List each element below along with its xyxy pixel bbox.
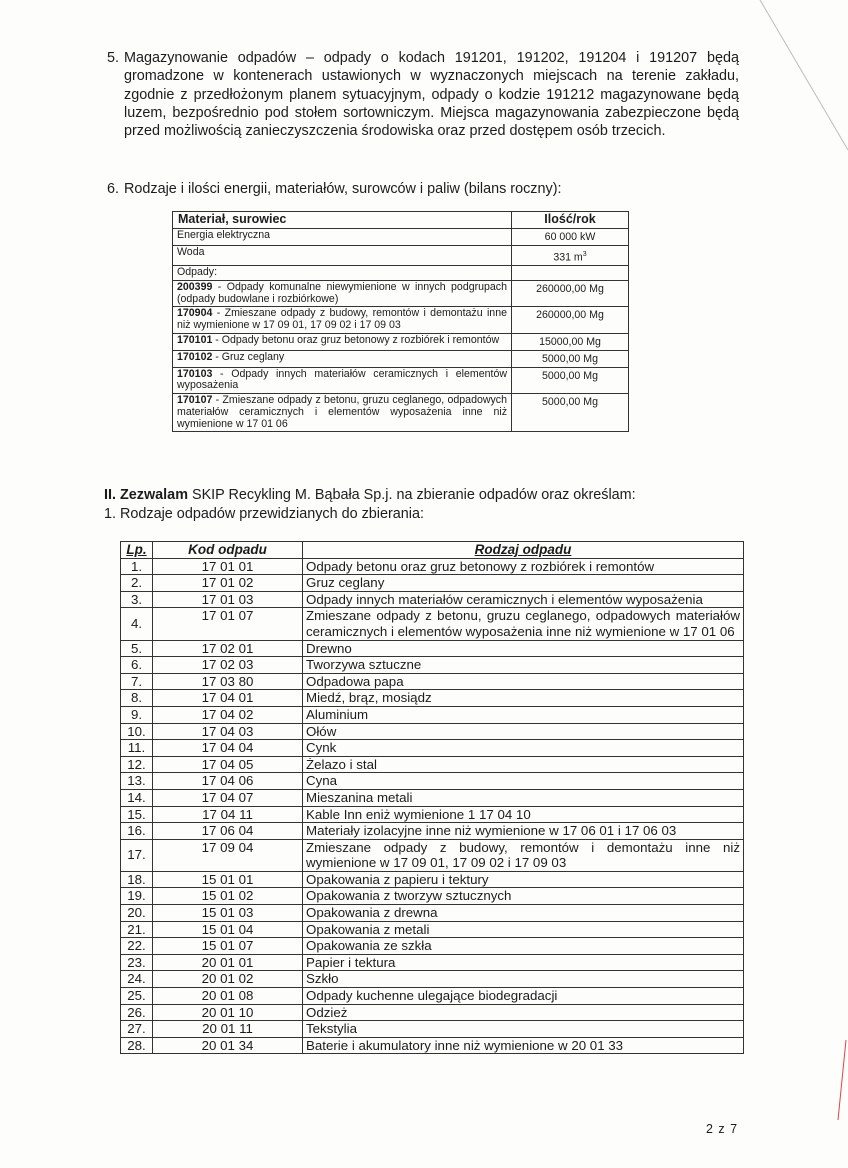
waste-table-row	[121, 608, 744, 640]
waste-row-code: 20 01 34	[153, 1037, 303, 1054]
materials-water-qty-value: 331 m	[553, 251, 583, 264]
waste-row-code: 17 01 01	[153, 558, 303, 575]
waste-table-row	[121, 1004, 744, 1021]
waste-row-code: 20 01 02	[153, 971, 303, 988]
materials-row-water	[173, 245, 629, 265]
materials-water-qty-unit-exponent: 3	[582, 250, 587, 258]
section-II-text: SKIP Recykling M. Bąbała Sp.j. na zbieranie odpadów oraz określam:	[187, 487, 636, 503]
waste-row-lp: 25.	[121, 988, 153, 1005]
materials-waste-desc-cell	[173, 333, 512, 350]
materials-waste-qty: 5000,00 Mg	[512, 394, 629, 432]
waste-row-type: Odpady betonu oraz gruz betonowy z rozbiórek i remontów	[303, 558, 744, 575]
materials-waste-row	[173, 280, 629, 307]
waste-table-header	[121, 542, 744, 559]
materials-water-label: Woda	[173, 245, 512, 265]
materials-table-header	[173, 212, 629, 229]
waste-table-row	[121, 690, 744, 707]
waste-table-row	[121, 673, 744, 690]
section-II	[104, 487, 636, 503]
waste-row-lp: 13.	[121, 773, 153, 790]
materials-waste-code: 170102	[177, 350, 213, 363]
waste-row-code: 17 04 03	[153, 723, 303, 740]
materials-waste-desc: - Zmieszane odpady z betonu, gruzu ceglanego, odpadowych materiałów ceramicznych i elementów wyposażenia inne niż wymienione w 17 01 06	[177, 394, 507, 430]
materials-waste-code: 170904	[177, 307, 213, 320]
waste-row-type: Gruz ceglany	[303, 575, 744, 592]
waste-row-code: 17 01 07	[153, 608, 303, 640]
materials-energy-label: Energia elektryczna	[173, 228, 512, 245]
waste-row-code: 15 01 02	[153, 888, 303, 905]
waste-row-lp: 8.	[121, 690, 153, 707]
waste-row-code: 15 01 03	[153, 905, 303, 922]
waste-row-lp: 6.	[121, 657, 153, 674]
waste-row-type: Opakowania z papieru i tektury	[303, 871, 744, 888]
waste-row-code: 15 01 07	[153, 938, 303, 955]
waste-row-lp: 26.	[121, 1004, 153, 1021]
materials-row-waste-header	[173, 265, 629, 280]
waste-row-lp: 22.	[121, 938, 153, 955]
waste-table-row	[121, 706, 744, 723]
waste-row-lp: 18.	[121, 871, 153, 888]
waste-row-lp: 11.	[121, 740, 153, 757]
waste-row-lp: 9.	[121, 706, 153, 723]
waste-row-code: 17 04 06	[153, 773, 303, 790]
materials-waste-code: 200399	[177, 280, 213, 293]
waste-table-row	[121, 789, 744, 806]
waste-row-type: Kable Inn eniż wymienione 1 17 04 10	[303, 806, 744, 823]
waste-row-code: 17 01 03	[153, 591, 303, 608]
waste-table-row	[121, 806, 744, 823]
materials-waste-row	[173, 394, 629, 432]
waste-table-row	[121, 823, 744, 840]
waste-row-lp: 12.	[121, 756, 153, 773]
materials-waste-desc-cell	[173, 280, 512, 307]
waste-header-code: Kod odpadu	[153, 542, 303, 559]
materials-waste-desc: - Zmieszane odpady z budowy, remontów i demontażu inne niż wymienione w 17 09 01, 17 09 02 i 17 09 03	[177, 307, 507, 332]
section-6-number: 6.	[107, 181, 120, 197]
waste-row-type: Papier i tektura	[303, 954, 744, 971]
waste-table-row	[121, 954, 744, 971]
waste-row-lp: 24.	[121, 971, 153, 988]
waste-row-type: Odpady kuchenne ulegające biodegradacji	[303, 988, 744, 1005]
materials-waste-rows	[173, 280, 629, 432]
waste-table-row	[121, 971, 744, 988]
waste-row-type: Ołów	[303, 723, 744, 740]
waste-row-type: Odzież	[303, 1004, 744, 1021]
waste-row-code: 17 04 05	[153, 756, 303, 773]
waste-row-type: Odpadowa papa	[303, 673, 744, 690]
waste-row-type: Opakowania ze szkła	[303, 938, 744, 955]
waste-row-code: 15 01 04	[153, 921, 303, 938]
materials-waste-qty: 260000,00 Mg	[512, 280, 629, 307]
subsection-1	[104, 506, 424, 522]
waste-table-body	[121, 558, 744, 1054]
section-5-number: 5.	[107, 50, 120, 66]
waste-row-code: 17 04 07	[153, 789, 303, 806]
waste-row-code: 17 01 02	[153, 575, 303, 592]
waste-table-row	[121, 740, 744, 757]
page-number: 2 z 7	[706, 1122, 739, 1136]
waste-row-type: Cynk	[303, 740, 744, 757]
waste-row-lp: 3.	[121, 591, 153, 608]
materials-waste-desc-cell	[173, 394, 512, 432]
materials-waste-qty: 260000,00 Mg	[512, 307, 629, 334]
waste-table-row	[121, 839, 744, 871]
waste-row-code: 17 02 03	[153, 657, 303, 674]
waste-row-lp: 15.	[121, 806, 153, 823]
section-5	[107, 49, 739, 140]
waste-row-lp: 19.	[121, 888, 153, 905]
waste-row-lp: 10.	[121, 723, 153, 740]
waste-row-code: 20 01 10	[153, 1004, 303, 1021]
waste-table-row	[121, 1021, 744, 1038]
materials-waste-code: 170107	[177, 394, 213, 407]
waste-table	[120, 541, 744, 1054]
waste-row-type: Opakowania z drewna	[303, 905, 744, 922]
waste-row-type: Opakowania z metali	[303, 921, 744, 938]
waste-table-row	[121, 591, 744, 608]
waste-row-type: Cyna	[303, 773, 744, 790]
materials-waste-desc: - Odpady innych materiałów ceramicznych i elementów wyposażenia	[177, 367, 507, 392]
waste-row-lp: 2.	[121, 575, 153, 592]
waste-row-type: Drewno	[303, 640, 744, 657]
materials-waste-desc: - Odpady betonu oraz gruz betonowy z rozbiórek i remontów	[212, 333, 500, 346]
waste-table-row	[121, 575, 744, 592]
waste-table-row	[121, 756, 744, 773]
waste-row-code: 15 01 01	[153, 871, 303, 888]
waste-row-lp: 14.	[121, 789, 153, 806]
waste-row-lp: 5.	[121, 640, 153, 657]
waste-table-row	[121, 921, 744, 938]
section-II-number: II.	[104, 487, 116, 503]
waste-row-type: Materiały izolacyjne inne niż wymienione w 17 06 01 i 17 06 03	[303, 823, 744, 840]
subsection-1-number: 1.	[104, 506, 117, 522]
waste-table-row	[121, 640, 744, 657]
waste-row-lp: 17.	[121, 839, 153, 871]
waste-table-row	[121, 558, 744, 575]
waste-header-type: Rodzaj odpadu	[303, 542, 744, 559]
waste-table-row	[121, 888, 744, 905]
waste-table-row	[121, 773, 744, 790]
materials-waste-desc-cell	[173, 350, 512, 367]
materials-row-energy	[173, 228, 629, 245]
waste-row-lp: 7.	[121, 673, 153, 690]
waste-row-type: Zmieszane odpady z budowy, remontów i demontażu inne niż wymienione w 17 09 01, 17 09 02 i 17 09 03	[303, 839, 744, 871]
waste-row-lp: 27.	[121, 1021, 153, 1038]
section-5-text: Magazynowanie odpadów – odpady o kodach 191201, 191202, 191204 i 191207 będą gromadzone w kontenerach ustawionych w wyznaczonych miejscach na terenie zakładu, zgodnie z przedłożonym planem sytuacyjnym, odpady o kodzie 191212 magazynowane będą luzem, bezpośrednio pod stołem sortowniczym. Miejsca magazynowania zabezpieczone będą przed możliwością zanieczyszczenia środowiska oraz przed dostępem osób trzecich.	[124, 50, 739, 140]
waste-row-code: 17 09 04	[153, 839, 303, 871]
waste-row-lp: 21.	[121, 921, 153, 938]
materials-waste-row	[173, 350, 629, 367]
waste-row-code: 17 04 11	[153, 806, 303, 823]
subsection-1-text: Rodzaje odpadów przewidzianych do zbierania:	[120, 506, 425, 522]
waste-table-row	[121, 988, 744, 1005]
waste-row-code: 20 01 01	[153, 954, 303, 971]
section-6-text: Rodzaje i ilości energii, materiałów, surowców i paliw (bilans roczny):	[124, 181, 562, 197]
waste-row-type: Tekstylia	[303, 1021, 744, 1038]
waste-row-lp: 4.	[121, 608, 153, 640]
waste-row-code: 17 04 04	[153, 740, 303, 757]
materials-waste-qty: 5000,00 Mg	[512, 350, 629, 367]
waste-table-row	[121, 871, 744, 888]
waste-row-type: Mieszanina metali	[303, 789, 744, 806]
waste-row-lp: 1.	[121, 558, 153, 575]
materials-waste-desc-cell	[173, 307, 512, 334]
materials-waste-desc: - Odpady komunalne niewymienione w innych podgrupach (odpady budowlane i rozbiórkowe)	[177, 280, 507, 305]
materials-table	[172, 211, 629, 432]
materials-waste-desc: - Gruz ceglany	[212, 350, 285, 363]
waste-row-type: Szkło	[303, 971, 744, 988]
materials-waste-header: Odpady:	[173, 265, 512, 280]
waste-row-type: Żelazo i stal	[303, 756, 744, 773]
waste-row-code: 17 04 01	[153, 690, 303, 707]
materials-waste-row	[173, 307, 629, 334]
waste-table-row	[121, 657, 744, 674]
materials-waste-code: 170103	[177, 367, 213, 380]
waste-row-type: Odpady innych materiałów ceramicznych i elementów wyposażenia	[303, 591, 744, 608]
waste-row-type: Baterie i akumulatory inne niż wymienione w 20 01 33	[303, 1037, 744, 1054]
waste-row-type: Tworzywa sztuczne	[303, 657, 744, 674]
waste-row-code: 17 02 01	[153, 640, 303, 657]
waste-row-code: 17 03 80	[153, 673, 303, 690]
waste-row-lp: 28.	[121, 1037, 153, 1054]
section-II-bold: Zezwalam	[120, 487, 188, 503]
waste-row-lp: 20.	[121, 905, 153, 922]
materials-waste-row	[173, 333, 629, 350]
waste-row-type: Aluminium	[303, 706, 744, 723]
waste-row-type: Miedź, brąz, mosiądz	[303, 690, 744, 707]
waste-header-lp: Lp.	[121, 542, 153, 559]
materials-energy-qty: 60 000 kW	[512, 228, 629, 245]
section-6	[107, 180, 739, 198]
materials-waste-qty: 5000,00 Mg	[512, 367, 629, 394]
materials-waste-desc-cell	[173, 367, 512, 394]
materials-waste-header-empty	[512, 265, 629, 280]
waste-row-type: Opakowania z tworzyw sztucznych	[303, 888, 744, 905]
waste-row-code: 20 01 11	[153, 1021, 303, 1038]
materials-header-quantity: Ilość/rok	[512, 212, 629, 229]
waste-row-code: 20 01 08	[153, 988, 303, 1005]
materials-waste-row	[173, 367, 629, 394]
waste-row-lp: 16.	[121, 823, 153, 840]
materials-waste-qty: 15000,00 Mg	[512, 333, 629, 350]
materials-water-qty	[512, 245, 629, 265]
waste-row-code: 17 06 04	[153, 823, 303, 840]
waste-table-row	[121, 1037, 744, 1054]
waste-table-row	[121, 905, 744, 922]
waste-table-row	[121, 723, 744, 740]
waste-row-lp: 23.	[121, 954, 153, 971]
waste-row-code: 17 04 02	[153, 706, 303, 723]
materials-header-material: Materiał, surowiec	[173, 212, 512, 229]
materials-waste-code: 170101	[177, 333, 213, 346]
waste-table-row	[121, 938, 744, 955]
waste-row-type: Zmieszane odpady z betonu, gruzu ceglanego, odpadowych materiałów ceramicznych i elementów wyposażenia inne niż wymienione w 17 01 06	[303, 608, 744, 640]
